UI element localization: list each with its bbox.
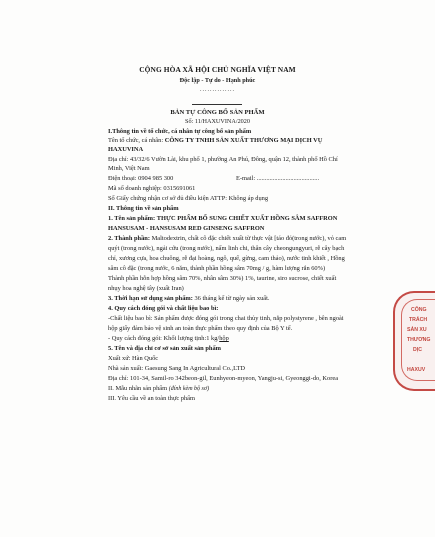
document-number: Số: 11/HAXUVINA/2020 (185, 118, 250, 125)
org-row (108, 137, 322, 145)
ingredients-text-2: quýt (trong nước), ngải cứu (trong nước), nấm linh chi, thân cây cheongungyuri, rễ cây bạch (108, 245, 345, 252)
origin: Xuất xứ: Hàn Quốc (108, 355, 159, 362)
packaging-text-2: hộp giấy đảm bảo vệ sinh an toàn thực phẩm theo quy định của Bộ Y tế. (108, 325, 293, 332)
org-name: CÔNG TY TNHH SẢN XUẤT THƯƠNG MẠI DỊCH VỤ (164, 137, 323, 144)
seal-text-5: DỊC (413, 347, 422, 353)
safety-requirements: III. Yêu cầu về an toàn thực phẩm (108, 395, 195, 402)
seal-text-6: HAXUV (407, 367, 426, 373)
product-name: THỰC PHẨM BỔ SUNG CHIẾT XUẤT HỒNG SÂM SAFFRON (156, 215, 338, 222)
packaging-text-1: -Chất liệu bao bì: Sản phẩm được đóng gói trong chai thủy tinh, nắp polystyrene , bên ngoài (108, 315, 344, 322)
ingredients-text-5: Thành phần hỗn hợp hồng sâm 70%, nhân sâm 30%) 1%, taurine, siro sucrose, chiết xuất (108, 275, 337, 282)
ingredients-text-4: sâm cô đặc (trong nước, 6 năm, thành phần hồng sâm 70mg / g, hàm lượng rắn 60%) (108, 265, 326, 272)
label-sample: II. Mẫu nhãn sản phẩm (108, 385, 168, 392)
ingredients-text-6: nhụy hoa nghệ tây (xuất Iran) (108, 285, 184, 292)
manufacturer-name: Nhà sản xuất: Gaesung Sang In Agricultural Co.,LTD (108, 365, 245, 372)
tax-code: Mã số doanh nghiệp: 0315691061 (108, 185, 196, 192)
section-2-heading: II. Thông tin về sản phẩm (108, 205, 179, 212)
ingredients-row (108, 235, 346, 243)
packaging-spec-row (108, 335, 229, 343)
product-name-row (108, 215, 337, 223)
manufacturer-address: Địa chỉ: 101-34, Samil-ro 342beon-gil, Eunhyeon-myeon, Yangju-si, Gyeonggi-do, Korea (108, 375, 339, 382)
document-title: BẢN TỰ CÔNG BỐ SẢN PHẨM (170, 109, 265, 116)
section-1-heading: I.Thông tin về tổ chức, cá nhân tự công bố sản phẩm (108, 128, 252, 135)
product-name-label: 1. Tên sản phẩm: (108, 215, 156, 222)
address-line-2: Minh, Việt Nam (108, 165, 150, 172)
seal-text-4: THƯƠNG (407, 337, 431, 343)
packaging-heading: 4. Quy cách đóng gói và chất liệu bao bì: (108, 305, 219, 312)
email: E-mail: ....................................... (236, 175, 320, 182)
product-name-2: HANSUSAM - HANSUSAM RED GINSENG SAFFRON (108, 225, 265, 232)
label-sample-note: (đính kèm bộ sơ) (168, 386, 210, 392)
ingredients-text-1: Maltodextrin, chất cô đặc chiết xuất từ thực vật [táo đỏ(trong nước), vỏ cam (151, 235, 347, 242)
org-name-2: HAXUVINA (108, 146, 144, 153)
address-line-1: Địa chỉ: 43/32/6 Vườn Lài, khu phố 1, phường An Phú, Đông, quận 12, thành phố Hồ Chí (108, 156, 338, 163)
org-label: Tên tổ chức, cá nhân: (108, 137, 164, 144)
motto: Độc lập - Tự do - Hạnh phúc (179, 77, 256, 84)
packaging-unit: hộp (219, 335, 229, 342)
shelf-life-label: 3. Thời hạn sử dụng sản phẩm: (108, 295, 193, 302)
seal-text-2: TRÁCH (409, 317, 428, 323)
shelf-life-value: 36 tháng kể từ ngày sản xuất. (194, 295, 270, 302)
manufacturer-heading: 5. Tên và địa chỉ cơ sở sản xuất sản phẩm (108, 345, 221, 352)
motto-dots: .............. (200, 87, 235, 93)
packaging-spec: - Quy cách đóng gói: Khối lượng tịnh:1 kg/ (108, 335, 220, 342)
ingredients-label: 2. Thành phần: (108, 235, 150, 242)
nation-heading: CỘNG HÒA XÃ HỘI CHỦ NGHĨA VIỆT NAM (139, 65, 296, 74)
seal-text-3: SẢN XU (407, 327, 427, 333)
company-seal (393, 291, 435, 391)
ingredients-text-3: chỉ, xương cựa, hoa chuông, rễ đại hoàng, ngô, quế, gừng, cam thảo), nước tinh khiết , Hồng (108, 255, 345, 262)
label-sample-row (108, 385, 209, 393)
motto-underline (192, 104, 242, 105)
food-safety-cert: Số Giấy chứng nhận cơ sở đủ điều kiện ATTP: Không áp dụng (108, 195, 269, 202)
seal-text-1: CÔNG (411, 307, 427, 313)
phone: Điện thoại: 0904 985 300 (108, 175, 174, 182)
shelf-life-row (108, 295, 269, 303)
